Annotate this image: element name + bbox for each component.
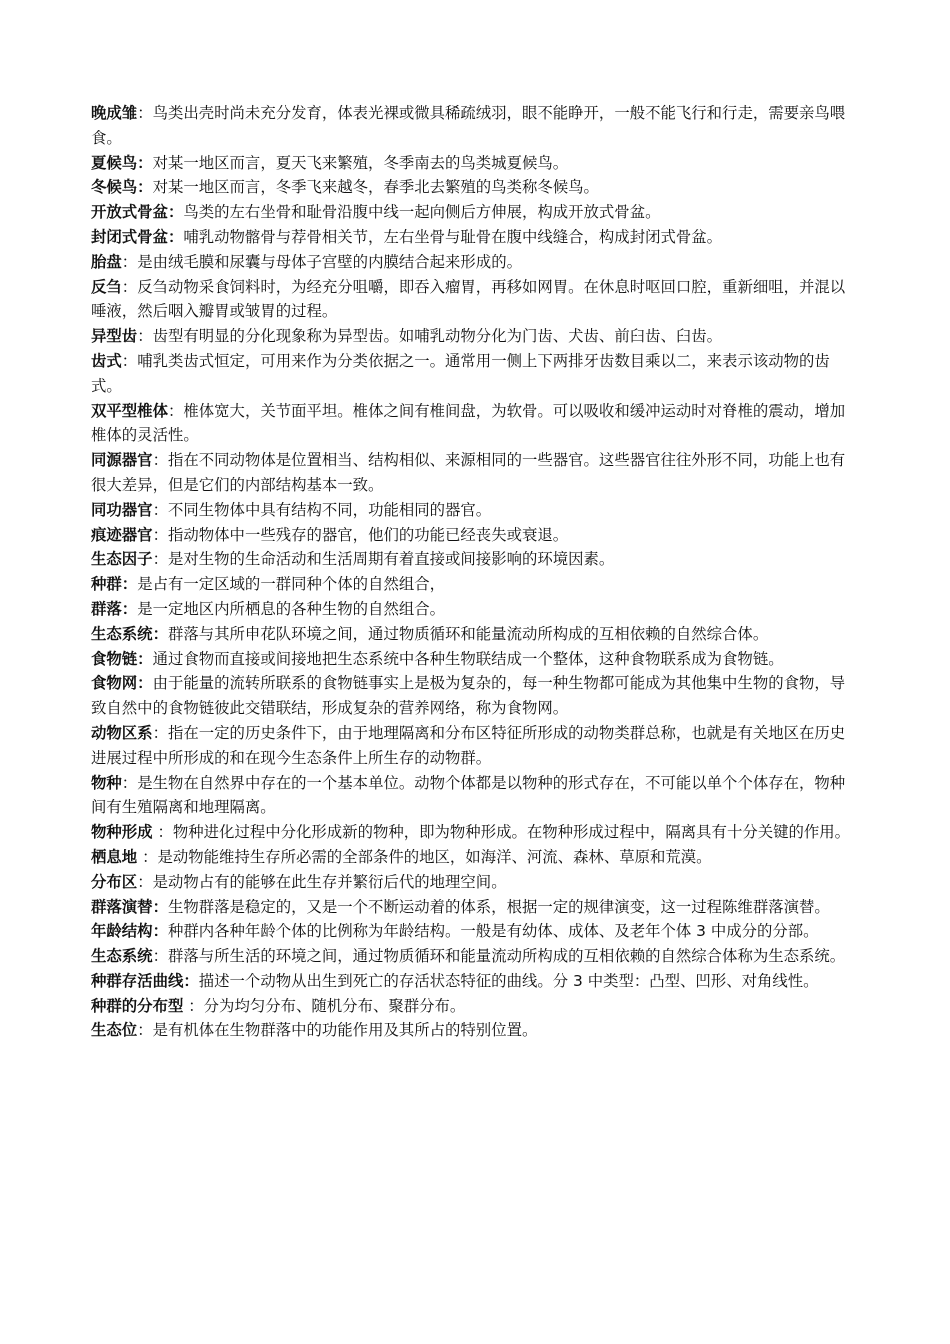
separator: ： — [152, 550, 168, 569]
term-label: 冬候鸟： — [91, 178, 153, 197]
term-label: 分布区 — [91, 872, 138, 891]
term-label: 生态系统： — [91, 624, 168, 643]
definition-entry — [91, 151, 859, 176]
definition-text: 哺乳动物髂骨与荐骨相关节，左右坐骨与耻骨在腹中线缝合，构成封闭式骨盆。 — [183, 227, 723, 246]
definition-text: 由于能量的流转所联系的食物链事实上是极为复杂的，每一种生物都可能成为其他集中生物的食物，导致自然中的食物链彼此交错联结，形成复杂的营养网络，称为食物网。 — [91, 674, 846, 718]
definition-entry — [91, 200, 859, 225]
definition-text: 是有机体在生物群落中的功能作用及其所占的特别位置。 — [152, 1021, 538, 1040]
separator: ： — [121, 773, 138, 792]
definition-entry — [91, 523, 859, 548]
definition-entry — [91, 399, 859, 449]
definition-text: 椎体宽大，关节面平坦。椎体之间有椎间盘，为软骨。可以吸收和缓冲运动时对脊椎的震动，增加椎体的灵活性。 — [91, 401, 846, 445]
term-label: 晚成雏 — [91, 104, 138, 122]
definition-entry — [91, 349, 859, 399]
definition-text: 分为均匀分布、随机分布、聚群分布。 — [203, 996, 466, 1015]
definition-entry — [91, 275, 859, 325]
definition-text: 鸟类的左右坐骨和耻骨沿腹中线一起向侧后方伸展，构成开放式骨盆。 — [183, 203, 661, 222]
definition-entry — [91, 647, 859, 672]
definition-entry — [91, 994, 859, 1019]
separator: ： — [137, 327, 153, 346]
definition-entry — [91, 919, 859, 944]
definition-text: 是动物能维持生存所必需的全部条件的地区，如海洋、河流、森林、草原和荒漠。 — [157, 847, 712, 866]
term-label: 物种 — [91, 773, 122, 792]
term-label: 群落演替： — [91, 897, 168, 916]
definition-entry — [91, 969, 859, 994]
definition-entry — [91, 671, 859, 721]
definition-text: 是对生物的生命活动和生活周期有着直接或间接影响的环境因素。 — [167, 550, 615, 569]
definition-entry — [91, 101, 859, 151]
definition-text: 群落与所生活的环境之间，通过物质循环和能量流动所构成的互相依赖的自然综合体称为生态系统。 — [167, 947, 846, 966]
term-label: 生态系统 — [91, 947, 153, 966]
definition-entry — [91, 622, 859, 647]
definition-entry — [91, 771, 859, 821]
term-label: 食物网： — [91, 674, 153, 693]
term-label: 栖息地 — [91, 847, 138, 866]
separator: ： — [137, 1021, 153, 1040]
definition-entry — [91, 250, 859, 275]
definition-entry — [91, 870, 859, 895]
definition-text: 哺乳类齿式恒定，可用来作为分类依据之一。通常用一侧上下两排牙齿数目乘以二，来表示该动物的齿式。 — [91, 351, 830, 395]
definition-text: 生物群落是稳定的，又是一个不断运动着的体系，根据一定的规律演变，这一过程陈维群落演替。 — [167, 897, 830, 916]
term-label: 双平型椎体 — [91, 401, 168, 420]
definition-text: 描述一个动物从出生到死亡的存活状态特征的曲线。分 3 中类型：凸型、凹形、对角线性。 — [198, 971, 819, 990]
definition-text: 反刍动物采食饲料时，为经充分咀嚼，即吞入瘤胃，再移如网胃。在休息时呕回口腔，重新细咀，并混以唾液，然后咽入瓣胃或皱胃的过程。 — [91, 277, 846, 321]
term-label: 生态位 — [91, 1021, 138, 1040]
term-label: 同功器官 — [91, 500, 153, 519]
definition-entry — [91, 175, 859, 200]
term-label: 胎盘 — [91, 252, 122, 271]
definition-text: 齿型有明显的分化现象称为异型齿。如哺乳动物分化为门齿、犬齿、前臼齿、臼齿。 — [152, 327, 723, 346]
term-label: 群落： — [91, 599, 138, 618]
definition-entry — [91, 547, 859, 572]
definition-text: 对某一地区而言，冬季飞来越冬，春季北去繁殖的鸟类称冬候鸟。 — [152, 178, 599, 197]
definition-entry — [91, 1018, 859, 1043]
term-label: 痕迹器官 — [91, 525, 153, 544]
definition-entry — [91, 895, 859, 920]
definition-entry — [91, 324, 859, 349]
term-label: 开放式骨盆： — [91, 203, 184, 222]
separator: ： — [137, 872, 153, 891]
definition-entry — [91, 597, 859, 622]
term-label: 动物区系 — [91, 723, 153, 742]
definition-text: 是生物在自然界中存在的一个基本单位。动物个体都是以物种的形式存在，不可能以单个个体存在，物种间有生殖隔离和地理隔离。 — [91, 773, 846, 817]
term-label: 同源器官 — [91, 451, 153, 470]
separator: ： — [152, 723, 168, 742]
separator: ： — [121, 351, 138, 370]
document-page — [91, 101, 859, 1043]
definition-entry — [91, 572, 859, 597]
separator: ： — [183, 996, 204, 1015]
term-label: 封闭式骨盆： — [91, 227, 184, 246]
definition-text: 通过食物而直接或间接地把生态系统中各种生物联结成一个整体，这种食物联系成为食物链。 — [152, 649, 784, 668]
term-label: 物种形成 — [91, 823, 153, 842]
definition-text: 是占有一定区域的一群同种个体的自然组合， — [137, 575, 446, 594]
definition-text: 是动物占有的能够在此生存并繁衍后代的地理空间。 — [152, 872, 507, 891]
definition-entry — [91, 820, 859, 845]
definition-entry — [91, 225, 859, 250]
definition-text: 指动物体中一些残存的器官，他们的功能已经丧失或衰退。 — [167, 525, 569, 544]
definition-text: 物种进化过程中分化形成新的物种，即为物种形成。在物种形成过程中，隔离具有十分关键的作用。 — [172, 823, 851, 842]
definition-entry — [91, 498, 859, 523]
definition-text: 是一定地区内所栖息的各种生物的自然组合。 — [137, 599, 446, 618]
definition-text: 对某一地区而言，夏天飞来繁殖，冬季南去的鸟类城夏候鸟。 — [152, 153, 569, 172]
term-label: 种群： — [91, 575, 138, 594]
term-label: 反刍 — [91, 277, 122, 296]
definition-text: 鸟类出壳时尚未充分发育，体表光裸或微具稀疏绒羽，眼不能睁开，一般不能飞行和行走，需要亲鸟喂食。 — [91, 104, 846, 147]
separator: ： — [152, 525, 168, 544]
definition-entry — [91, 944, 859, 969]
separator: ： — [152, 823, 173, 842]
definition-text: 种群内各种年龄个体的比例称为年龄结构。一般是有幼体、成体、及老年个体 3 中成分的分部。 — [167, 922, 819, 941]
term-label: 生态因子 — [91, 550, 153, 569]
separator: ： — [152, 451, 168, 470]
separator: ： — [152, 947, 168, 966]
term-label: 种群存活曲线： — [91, 971, 199, 990]
term-label: 夏候鸟： — [91, 153, 153, 172]
definition-text: 群落与其所申花队环境之间，通过物质循环和能量流动所构成的互相依赖的自然综合体。 — [167, 624, 769, 643]
separator: ： — [152, 500, 168, 519]
definition-text: 不同生物体中具有结构不同，功能相同的器官。 — [167, 500, 492, 519]
definition-entry — [91, 721, 859, 771]
definition-text: 是由绒毛膜和尿囊与母体子宫壁的内膜结合起来形成的。 — [137, 252, 522, 271]
separator: ： — [167, 401, 184, 420]
separator: ： — [121, 277, 138, 296]
definition-text: 指在不同动物体是位置相当、结构相似、来源相同的一些器官。这些器官往往外形不同，功能上也有很大差异，但是它们的内部结构基本一致。 — [91, 451, 846, 494]
definition-entry — [91, 448, 859, 498]
definition-entry — [91, 845, 859, 870]
separator: ： — [121, 252, 138, 271]
term-label: 食物链： — [91, 649, 153, 668]
term-label: 种群的分布型 — [91, 996, 184, 1015]
term-label: 异型齿 — [91, 327, 138, 346]
term-label: 齿式 — [91, 351, 122, 370]
term-label: 年龄结构： — [91, 922, 168, 941]
definition-text: 指在一定的历史条件下，由于地理隔离和分布区特征所形成的动物类群总称，也就是有关地区在历史进展过程中所形成的和在现今生态条件上所生存的动物群。 — [91, 723, 846, 767]
separator: ： — [137, 847, 158, 866]
separator: ： — [137, 104, 153, 122]
